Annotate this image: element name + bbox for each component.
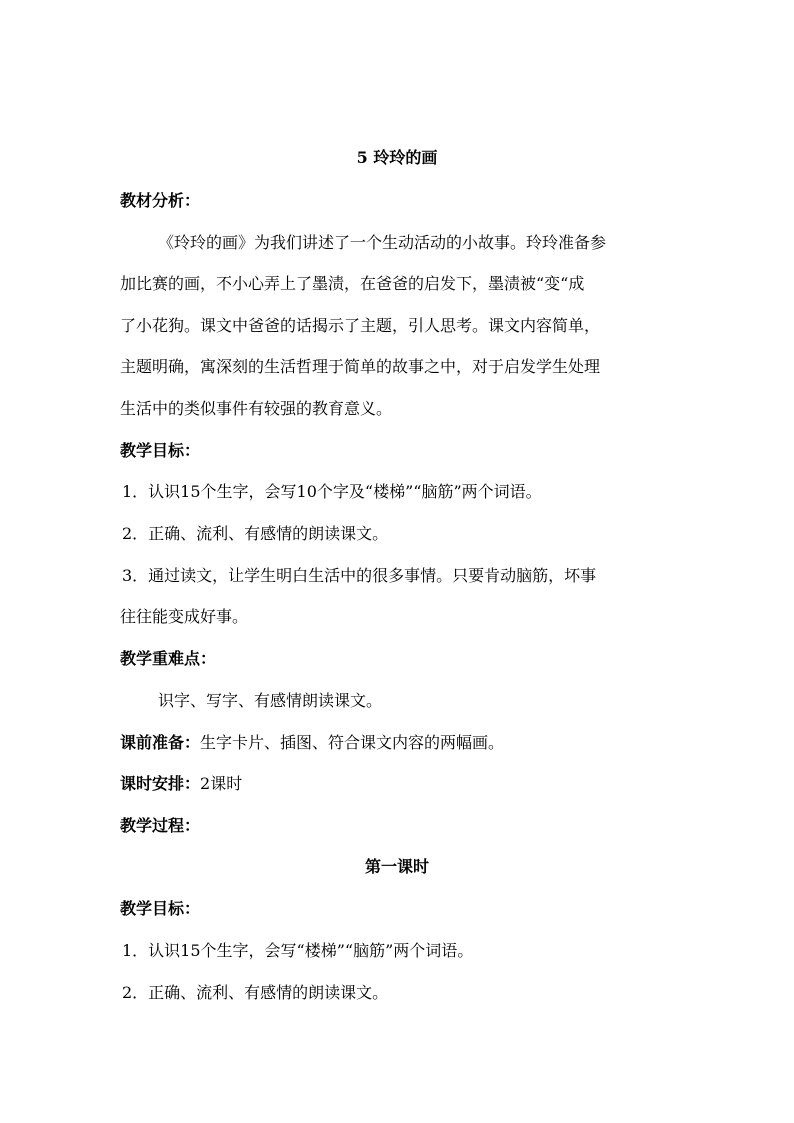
- goal-item-text: 1．认识15个生字，会写10个字及“楼梯”“脑筋”两个词语。: [122, 482, 542, 501]
- goal-item-text: 往往能变成好事。: [120, 607, 249, 626]
- lesson1-goals-heading: [0, 897, 794, 921]
- lesson1-title: [0, 855, 794, 879]
- goal-item-3: [0, 564, 794, 588]
- schedule-text: 2课时: [200, 774, 243, 793]
- analysis-line-1: [0, 231, 794, 255]
- document-title-text: 5 玲玲的画: [356, 148, 438, 167]
- analysis-heading: [0, 189, 794, 213]
- analysis-line-text: 《玲玲的画》为我们讲述了一个生动活动的小故事。玲玲准备参: [158, 233, 607, 252]
- analysis-heading-text: 教材分析：: [120, 191, 201, 210]
- goal-item-text: 3．通过读文，让学生明白生活中的很多事情。只要肯动脑筋，坏事: [122, 566, 597, 585]
- lesson1-goal-text: 2．正确、流利、有感情的朗读课文。: [122, 983, 389, 1002]
- key-points-body: 识字、写字、有感情朗读课文。: [158, 691, 383, 710]
- analysis-line-5: [0, 397, 794, 421]
- preparation-line: [0, 731, 794, 755]
- key-points-heading: [0, 647, 794, 671]
- document-title: [0, 146, 794, 170]
- lesson1-title-text: 第一课时: [364, 857, 429, 876]
- goal-item-2: [0, 522, 794, 546]
- preparation-text: 生字卡片、插图、符合课文内容的两幅画。: [200, 733, 505, 752]
- analysis-line-2: [0, 272, 794, 296]
- analysis-line-text: 加比赛的画，不小心弄上了墨渍，在爸爸的启发下，墨渍被“变“成: [120, 274, 585, 293]
- lesson1-goals-heading-text: 教学目标：: [120, 899, 201, 918]
- key-points-heading-text: 教学重难点：: [120, 649, 217, 668]
- analysis-line-text: 生活中的类似事件有较强的教育意义。: [120, 399, 393, 418]
- goal-item-text: 2．正确、流利、有感情的朗读课文。: [122, 524, 389, 543]
- goal-item-1: [0, 480, 794, 504]
- analysis-line-text: 了小花狗。课文中爸爸的话揭示了主题，引人思考。课文内容简单，: [120, 316, 601, 335]
- preparation-label: 课前准备：: [120, 733, 201, 752]
- schedule-line: [0, 772, 794, 796]
- goals-heading: [0, 439, 794, 463]
- key-points-text: [0, 689, 794, 713]
- analysis-line-4: [0, 355, 794, 379]
- process-heading-text: 教学过程：: [120, 816, 201, 835]
- lesson1-goal-text: 1．认识15个生字，会写“楼梯”“脑筋”两个词语。: [122, 941, 474, 960]
- schedule-label: 课时安排：: [120, 774, 201, 793]
- goals-heading-text: 教学目标：: [120, 441, 201, 460]
- analysis-line-text: 主题明确，寓深刻的生活哲理于简单的故事之中，对于启发学生处理: [120, 357, 601, 376]
- process-heading: [0, 814, 794, 838]
- lesson1-goal-item-1: [0, 939, 794, 963]
- analysis-line-3: [0, 314, 794, 338]
- goal-item-3-continued: [0, 605, 794, 629]
- lesson1-goal-item-2: [0, 981, 794, 1005]
